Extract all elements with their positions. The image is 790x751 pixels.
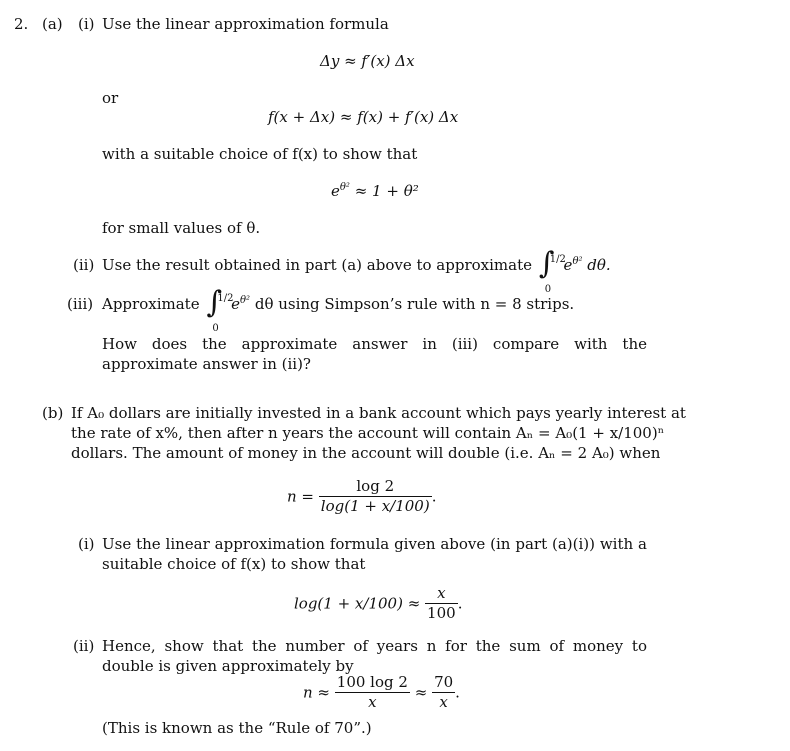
or-text: or	[102, 89, 119, 107]
formula-full: f(x + Δx) ≈ f(x) + f′(x) Δx	[268, 108, 459, 126]
part-b-line2: the rate of x%, then after n years the account will contain Aₙ = A₀(1 + x/100)ⁿ	[71, 424, 665, 442]
fraction-70-numerator: 70	[434, 673, 454, 691]
fraction-100log2-numerator: 100 log 2	[336, 673, 408, 691]
n-denominator: log(1 + x/100)	[320, 497, 430, 515]
n-fraction	[319, 477, 432, 516]
integrand-base: e	[563, 256, 573, 274]
part-a-label: (a)	[42, 15, 63, 33]
integrand-exp: θ²	[572, 256, 583, 267]
integral-sign: ∫	[538, 246, 555, 281]
question-number: 2.	[14, 15, 29, 33]
rule-dot: .	[455, 683, 460, 702]
part-b-i-text: Use the linear approximation formula given above (in part (a)(i)) with a suitable choice of f(x) to show that	[102, 535, 647, 573]
part-b-line3: dollars. The amount of money in the account will double (i.e. Aₙ = 2 A₀) when	[71, 444, 661, 462]
part-a-iii-label: (iii)	[67, 295, 94, 313]
n-formula	[287, 477, 437, 516]
log-numerator: x	[425, 584, 458, 604]
part-b-i-label: (i)	[78, 535, 95, 553]
n-approx: n ≈	[303, 683, 330, 702]
suitable-choice-text: with a suitable choice of f(x) to show that	[102, 145, 418, 163]
part-a-iii-text-before: Approximate	[102, 295, 200, 313]
integrand-exp: θ²	[240, 295, 251, 306]
formula-delta: Δy ≈ f′(x) Δx	[320, 52, 415, 70]
fraction-100log2-denominator: x	[368, 693, 377, 711]
approx-sign: ≈	[414, 683, 428, 702]
integral-upper: 1/2	[549, 254, 566, 265]
part-a-i-intro: Use the linear approximation formula	[102, 15, 389, 33]
part-a-i-label: (i)	[78, 15, 95, 33]
integral-lower: 0	[544, 284, 552, 295]
approx-statement	[331, 181, 419, 201]
dtheta: dθ.	[587, 256, 611, 274]
part-b-ii-text: Hence, show that the number of years n for the sum of money to double is given approximately by	[102, 637, 647, 675]
log-fraction	[425, 584, 458, 623]
log-denominator: 100	[427, 604, 456, 622]
n-numerator: log 2	[319, 477, 432, 497]
n-dot: .	[431, 487, 437, 506]
approx-exp: θ²	[339, 182, 350, 193]
log-lhs: log(1 + x/100) ≈	[294, 594, 421, 613]
approx-base: e	[331, 182, 340, 200]
compare-question: How does the approximate answer in (iii) compare with the approximate answer in (ii)?	[102, 335, 647, 373]
part-a-iii-text-after: dθ using Simpson’s rule with n = 8 strips.	[254, 295, 575, 313]
integral-sign: ∫	[206, 285, 222, 320]
integral-upper: 1/2	[217, 293, 234, 304]
rule-formula	[303, 673, 460, 712]
fraction-70	[432, 673, 455, 712]
fraction-70-denominator: x	[439, 693, 448, 711]
part-a-iii-line	[102, 285, 575, 334]
part-a-ii-line	[102, 246, 611, 295]
integral-lower: 0	[212, 323, 219, 334]
integrand-base: e	[231, 295, 241, 313]
log-dot: .	[457, 594, 463, 613]
part-b-ii-label: (ii)	[73, 637, 95, 655]
part-a-ii-label: (ii)	[73, 256, 95, 274]
approx-rhs: ≈ 1 + θ²	[354, 182, 419, 200]
integral-ii	[537, 246, 566, 295]
part-b-label: (b)	[42, 404, 64, 422]
part-b-line1: If A₀ dollars are initially invested in a bank account which pays yearly interest at	[71, 404, 686, 422]
n-eq: n =	[287, 487, 314, 506]
integral-iii	[204, 285, 234, 334]
part-a-ii-text: Use the result obtained in part (a) above to approximate	[102, 256, 532, 274]
rule-of-70-note: (This is known as the “Rule of 70”.)	[102, 719, 372, 737]
log-approx-formula	[294, 584, 462, 623]
small-values-text: for small values of θ.	[102, 219, 261, 237]
fraction-100log2	[335, 673, 410, 712]
